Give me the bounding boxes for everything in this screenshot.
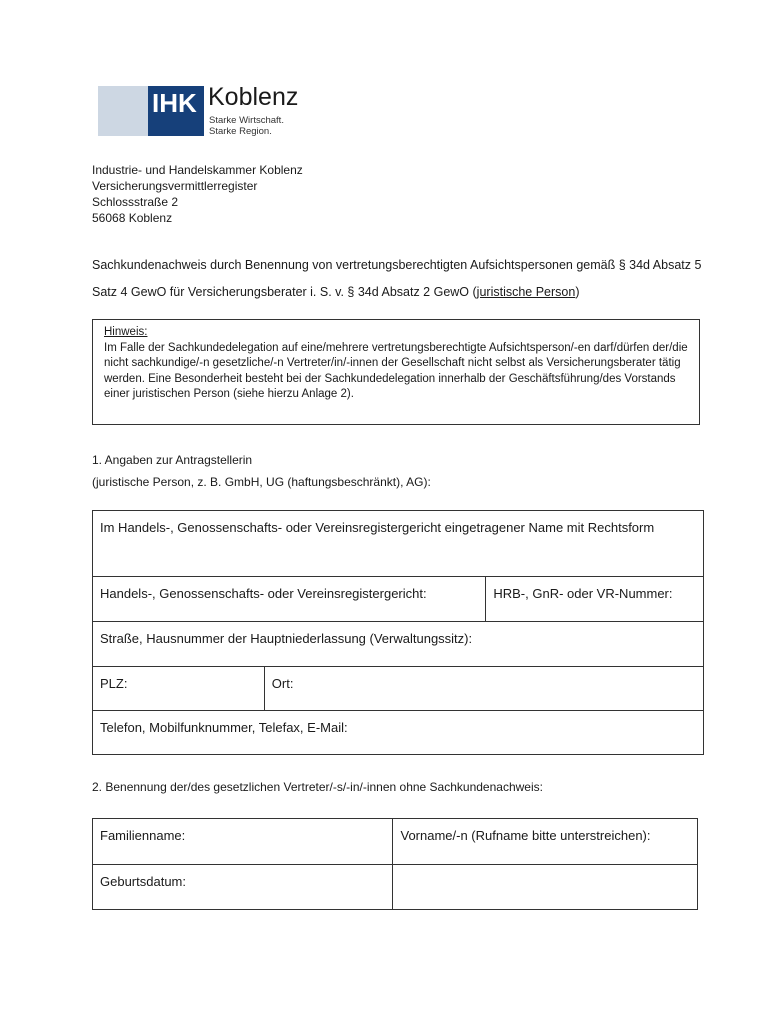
field-street-label: Straße, Hausnummer der Hauptniederlassung (Verwaltungssitz): bbox=[100, 631, 473, 646]
logo-slogan-line2: Starke Region. bbox=[209, 126, 272, 137]
field-register-court[interactable] bbox=[93, 577, 486, 622]
address-line-2: Versicherungsvermittlerregister bbox=[92, 179, 258, 193]
title-main: Sachkundenachweis durch Benennung von vertretungsberechtigten Aufsichtspersonen gemäß § 34d Absatz 5 Satz 4 GewO für Versicherungsberater i. S. v. § 34d Absatz 2 GewO ( bbox=[92, 258, 702, 299]
address-line-1: Industrie- und Handelskammer Koblenz bbox=[92, 163, 303, 177]
title-close: ) bbox=[575, 285, 580, 299]
field-register-number[interactable] bbox=[486, 577, 704, 622]
field-register-number-label: HRB-, GnR- oder VR-Nummer: bbox=[493, 586, 673, 601]
document-title bbox=[92, 252, 702, 306]
recipient-address bbox=[92, 162, 303, 226]
title-underlined: juristische Person bbox=[476, 285, 576, 299]
address-line-3: Schlossstraße 2 bbox=[92, 195, 179, 209]
section-2-heading: 2. Benennung der/des gesetzlichen Vertreter/-s/-in/-innen ohne Sachkundenachweis: bbox=[92, 780, 543, 794]
notice-text: Im Falle der Sachkundedelegation auf eine/mehrere vertretungsberechtigte Aufsichtsperson/-en darf/dürfen der/die nicht sachkundige/-n gesetzliche/-n Vertreter/in/-innen der Gesellschaft nicht selbst als Versicherungsberater tätig werden. Eine Besonderheit besteht bei der Sachkundedelegation innerhalb der Geschäftsführung/des Vorstands einer juristischen Person (siehe hierzu Anlage 2). bbox=[104, 341, 688, 400]
field-city[interactable] bbox=[264, 667, 703, 711]
field-firstname[interactable] bbox=[393, 819, 698, 865]
notice-heading: Hinweis: bbox=[104, 326, 148, 338]
section-1-header bbox=[92, 449, 431, 493]
logo-slogan bbox=[209, 115, 284, 137]
section-1-heading: 1. Angaben zur Antragstellerin bbox=[92, 453, 253, 467]
field-zip-label: PLZ: bbox=[100, 676, 128, 691]
logo-city-name: Koblenz bbox=[208, 83, 299, 111]
field-city-label: Ort: bbox=[271, 676, 294, 691]
field-register-court-label: Handels-, Genossenschafts- oder Vereinsregistergericht: bbox=[100, 586, 427, 601]
field-contact-label: Telefon, Mobilfunknummer, Telefax, E-Mail: bbox=[100, 720, 348, 735]
applicant-form-table bbox=[92, 510, 704, 755]
field-registered-name-label: Im Handels-, Genossenschafts- oder Vereinsregistergericht eingetragener Name mit Rechtsform bbox=[100, 520, 655, 535]
field-firstname-label: Vorname/-n (Rufname bitte unterstreichen): bbox=[400, 828, 651, 843]
field-birthdate-label: Geburtsdatum: bbox=[100, 874, 186, 889]
field-lastname-label: Familienname: bbox=[100, 828, 186, 843]
section-1-subheading: (juristische Person, z. B. GmbH, UG (haftungsbeschränkt), AG): bbox=[92, 475, 431, 489]
logo-slogan-line1: Starke Wirtschaft. bbox=[209, 115, 284, 126]
field-birthdate[interactable] bbox=[93, 865, 393, 910]
notice-box bbox=[92, 319, 700, 425]
address-line-4: 56068 Koblenz bbox=[92, 211, 173, 225]
logo-ihk-mark: IHK bbox=[148, 86, 204, 136]
field-zip[interactable] bbox=[93, 667, 265, 711]
field-registered-name[interactable] bbox=[93, 511, 704, 577]
representative-form-table bbox=[92, 818, 698, 910]
field-lastname[interactable] bbox=[93, 819, 393, 865]
logo-light-block bbox=[98, 86, 150, 136]
field-contact[interactable] bbox=[93, 711, 704, 755]
field-street[interactable] bbox=[93, 622, 704, 667]
field-empty-cell[interactable] bbox=[393, 865, 698, 910]
